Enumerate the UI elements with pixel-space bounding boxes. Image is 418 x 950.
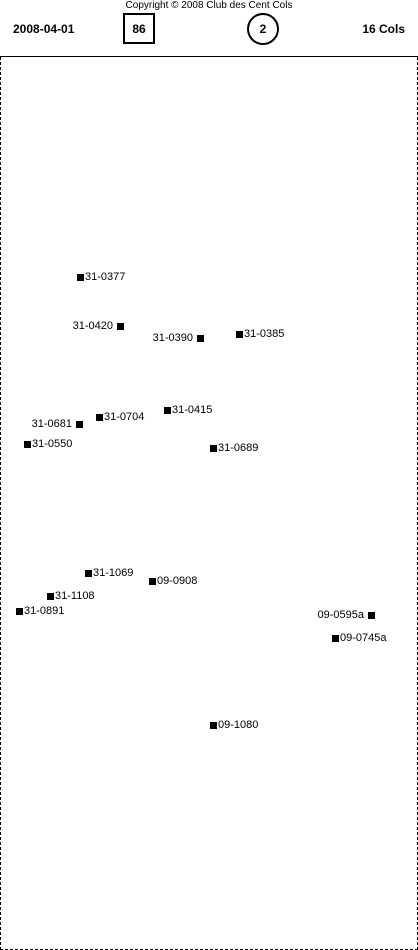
col-label: 31-0891	[24, 605, 65, 617]
department-box	[123, 13, 155, 44]
col-label: 31-0377	[85, 271, 126, 283]
col-marker-31-0385[interactable]	[236, 328, 284, 340]
col-label: 31-0415	[172, 404, 213, 416]
col-marker-09-0908[interactable]	[149, 575, 197, 587]
col-label: 31-0704	[104, 411, 145, 423]
col-label: 31-0681	[31, 418, 72, 430]
col-square-icon	[85, 570, 92, 577]
col-marker-31-1069[interactable]	[85, 567, 133, 579]
col-square-icon	[210, 722, 217, 729]
col-square-icon	[16, 608, 23, 615]
col-marker-31-0891[interactable]	[16, 605, 64, 617]
col-marker-31-0681[interactable]	[32, 418, 83, 430]
col-label: 31-0385	[244, 328, 285, 340]
col-square-icon	[24, 441, 31, 448]
col-label: 09-0595a	[317, 609, 364, 621]
col-label: 09-1080	[218, 719, 259, 731]
col-marker-31-0704[interactable]	[96, 411, 144, 423]
date-label: 2008-04-01	[13, 22, 75, 36]
col-marker-31-0550[interactable]	[24, 438, 72, 450]
col-label: 09-0908	[157, 575, 198, 587]
col-marker-31-1108[interactable]	[47, 590, 95, 602]
col-square-icon	[96, 414, 103, 421]
col-label: 31-1108	[55, 590, 95, 602]
col-label: 31-0420	[72, 320, 113, 332]
col-marker-09-0745a[interactable]	[332, 632, 387, 644]
col-marker-31-0390[interactable]	[153, 332, 204, 344]
col-marker-09-0595a[interactable]	[318, 609, 376, 621]
department-number: 86	[132, 21, 146, 36]
col-marker-31-0689[interactable]	[210, 442, 258, 454]
col-label: 31-0689	[218, 442, 259, 454]
col-square-icon	[47, 593, 54, 600]
col-label: 09-0745a	[340, 632, 387, 644]
col-square-icon	[210, 445, 217, 452]
col-marker-09-1080[interactable]	[210, 719, 258, 731]
col-square-icon	[76, 421, 83, 428]
col-label: 31-0390	[152, 332, 193, 344]
col-square-icon	[332, 635, 339, 642]
col-square-icon	[117, 323, 124, 330]
col-label: 31-0550	[32, 438, 73, 450]
col-square-icon	[236, 331, 243, 338]
col-map	[0, 57, 418, 950]
col-square-icon	[77, 274, 84, 281]
count-number: 2	[259, 22, 267, 36]
col-marker-31-0420[interactable]	[73, 320, 124, 332]
copyright-notice: Copyright © 2008 Club des Cent Cols	[125, 0, 293, 11]
col-square-icon	[197, 335, 204, 342]
count-circle	[247, 13, 279, 45]
total-cols-label: 16 Cols	[362, 22, 405, 36]
col-marker-31-0377[interactable]	[77, 271, 125, 283]
col-label: 31-1069	[93, 567, 134, 579]
col-square-icon	[164, 407, 171, 414]
col-square-icon	[368, 612, 375, 619]
col-square-icon	[149, 578, 156, 585]
col-marker-31-0415[interactable]	[164, 404, 212, 416]
